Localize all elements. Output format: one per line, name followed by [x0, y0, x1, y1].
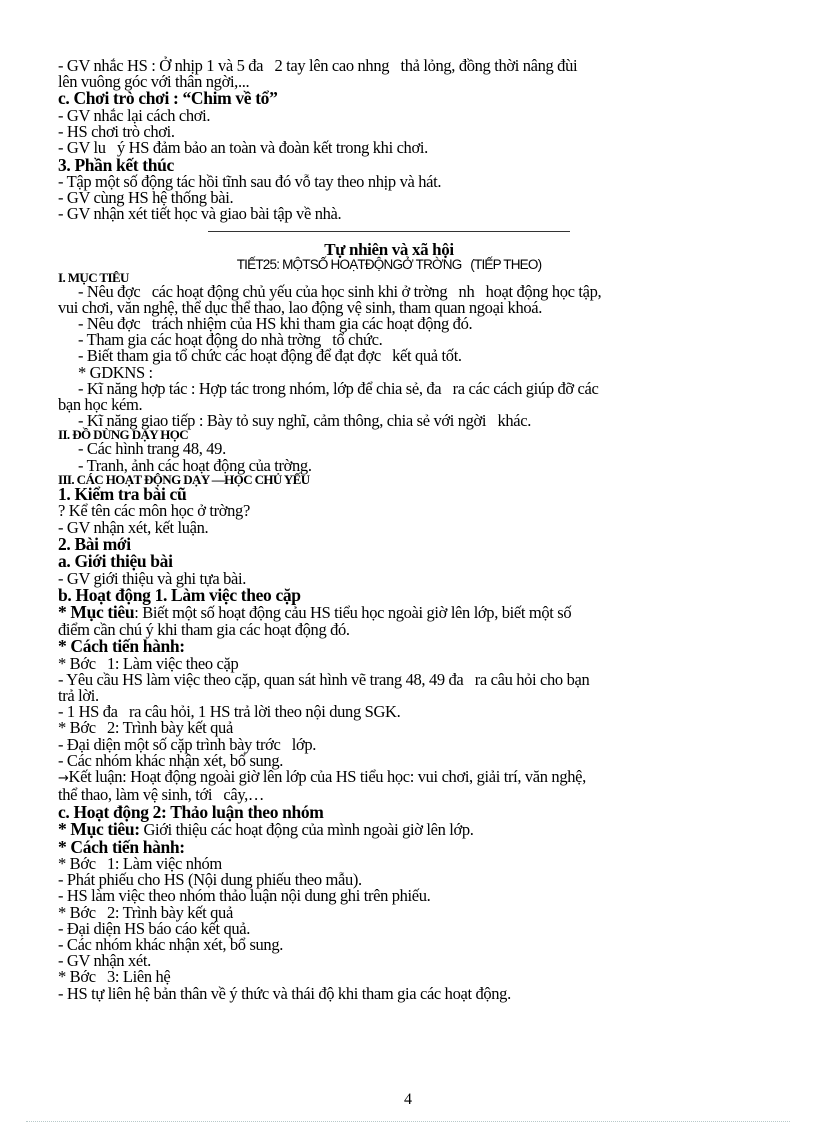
- list-item: - GV cùng HS hệ thống bài.: [58, 188, 234, 208]
- list-item: - GV lu ý HS đảm bảo an toàn và đoàn kết trong khi chơi.: [58, 138, 428, 158]
- gdkns-label: * GDKNS :: [78, 362, 153, 382]
- activity2-goal: [58, 821, 720, 839]
- check-heading: 1. Kiểm tra bài cũ: [58, 483, 187, 504]
- list-item: - Tham gia các hoạt động do nhà trờng tổ chức.: [78, 330, 383, 350]
- text-line: - GV nhắc HS : Ở nhịp 1 và 5 đa 2 tay lên cao nhng thả lỏng, đồng thời nâng đùi: [58, 56, 578, 75]
- step-2: * Bớc 2: Trình bày kết quả: [58, 718, 233, 738]
- method-label: * Cách tiến hành:: [58, 636, 185, 657]
- activity1-heading: b. Hoạt động 1. Làm việc theo cặp: [58, 584, 301, 605]
- step-2: * Bớc 2: Trình bày kết quả: [58, 902, 233, 922]
- list-item: - 1 HS đa ra câu hỏi, 1 HS trả lời theo nội dung SGK.: [58, 702, 401, 722]
- goal-text: Giới thiệu các hoạt động của mình ngoài giờ lên lớp.: [139, 820, 474, 839]
- document-page: [58, 58, 720, 1002]
- list-item: - Tranh, ảnh các hoạt động của trờng.: [78, 455, 312, 475]
- text-line: bạn học kém.: [58, 395, 143, 415]
- conclusion-text: Kết luận: Hoạt động ngoài giờ lên lớp của HS tiểu học: vui chơi, giải trí, văn nghệ,: [68, 767, 586, 787]
- list-item: - HS tự liên hệ bản thân về ý thức và thái độ khi tham gia các hoạt động.: [58, 983, 511, 1003]
- method-label: * Cách tiến hành:: [58, 836, 185, 857]
- list-item: - Phát phiếu cho HS (Nội dung phiếu theo mẫu).: [58, 870, 362, 890]
- step-3: * Bớc 3: Liên hệ: [58, 967, 171, 987]
- text-line: trả lời.: [58, 686, 99, 706]
- list-item: - Đại diện HS báo cáo kết quả.: [58, 918, 251, 938]
- materials-heading: II. ĐỒ DÙNG DẠY HỌC: [58, 427, 189, 443]
- list-item: - Đại diện một số cặp trình bày trớc lớp.: [58, 734, 317, 754]
- text-line: điểm cần chú ý khi tham gia các hoạt động đó.: [58, 619, 350, 639]
- list-item: - GV nhận xét, kết luận.: [58, 517, 209, 537]
- section-heading-game: c. Chơi trò chơi : “Chim về tổ”: [58, 88, 278, 109]
- list-item: - GV nhận xét.: [58, 951, 151, 971]
- step-1: * Bớc 1: Làm việc theo cặp: [58, 653, 239, 673]
- text-line: - Kĩ năng hợp tác : Hợp tác trong nhóm, lớp để chia sẻ, đa ra các cách giúp đỡ các: [78, 378, 599, 398]
- new-lesson-heading: 2. Bài mới: [58, 533, 131, 554]
- list-item: - GV giới thiệu và ghi tựa bài.: [58, 568, 246, 588]
- list-item: - GV nhận xét tiết học và giao bài tập về nhà.: [58, 204, 342, 224]
- list-item: - Các hình trang 48, 49.: [78, 439, 226, 459]
- text-line: - Nêu đợc các hoạt động chủ yếu của học sinh khi ở trờng nh hoạt động học tập,: [78, 281, 602, 301]
- text-line: thể thao, làm vệ sinh, tới cây,…: [58, 785, 265, 805]
- list-item: - Tập một số động tác hồi tĩnh sau đó vỗ tay theo nhịp và hát.: [58, 172, 442, 192]
- text-line: lên vuông góc với thân ngời,...: [58, 72, 250, 92]
- section-heading-end: 3. Phần kết thúc: [58, 154, 174, 175]
- text-line: - Yêu cầu HS làm việc theo cặp, quan sát hình vẽ trang 48, 49 đa ra câu hỏi cho bạn: [58, 669, 590, 689]
- lesson-subject: Tự nhiên và xã hội: [324, 239, 454, 259]
- list-item: - HS làm việc theo nhóm thảo luận nội dung ghi trên phiếu.: [58, 886, 431, 906]
- step-1: * Bớc 1: Làm việc nhóm: [58, 854, 222, 873]
- objectives-heading: I. MỤC TIÊU: [58, 269, 129, 285]
- goal-label: * Mục tiêu: [58, 602, 135, 623]
- list-item: - Kĩ năng giao tiếp : Bày tỏ suy nghĩ, cảm thông, chia sẻ với ngời khác.: [78, 411, 532, 431]
- activity2-heading: c. Hoạt động 2: Thảo luận theo nhóm: [58, 801, 324, 822]
- goal-text: : Biết một số hoạt động cảu HS tiểu học ngoài giờ lên lớp, biết một số: [134, 603, 572, 623]
- page-number: 4: [404, 1091, 412, 1108]
- activities-heading: III. CÁC HOẠT ĐỘNG DẠY —HỌC CHỦ YẾU: [58, 471, 310, 487]
- list-item: - GV nhắc lại cách chơi.: [58, 105, 211, 125]
- list-item: ? Kể tên các môn học ở trờng?: [58, 501, 250, 521]
- list-item: - Nêu đợc trách nhiệm của HS khi tham gia các hoạt động đó.: [78, 314, 473, 334]
- intro-heading: a. Giới thiệu bài: [58, 551, 173, 572]
- list-item: - Các nhóm khác nhận xét, bổ sung.: [58, 935, 284, 955]
- arrow-right-icon: →: [58, 771, 69, 787]
- separator-line: [208, 231, 570, 232]
- goal-label: * Mục tiêu:: [58, 819, 140, 839]
- lesson-title: TIẾT25: MỘTSỐ HOẠTĐỘNGỞ TRỜNG (TIẾP THEO): [236, 256, 542, 272]
- list-item: - Biết tham gia tổ chức các hoạt động để đạt đợc kết quả tốt.: [78, 346, 462, 366]
- list-item: - Các nhóm khác nhận xét, bổ sung.: [58, 750, 284, 770]
- text-line: vui chơi, văn nghệ, thể dục thể thao, lao động vệ sinh, tham quan ngoại khoá.: [58, 297, 542, 317]
- list-item: - HS chơi trò chơi.: [58, 122, 175, 142]
